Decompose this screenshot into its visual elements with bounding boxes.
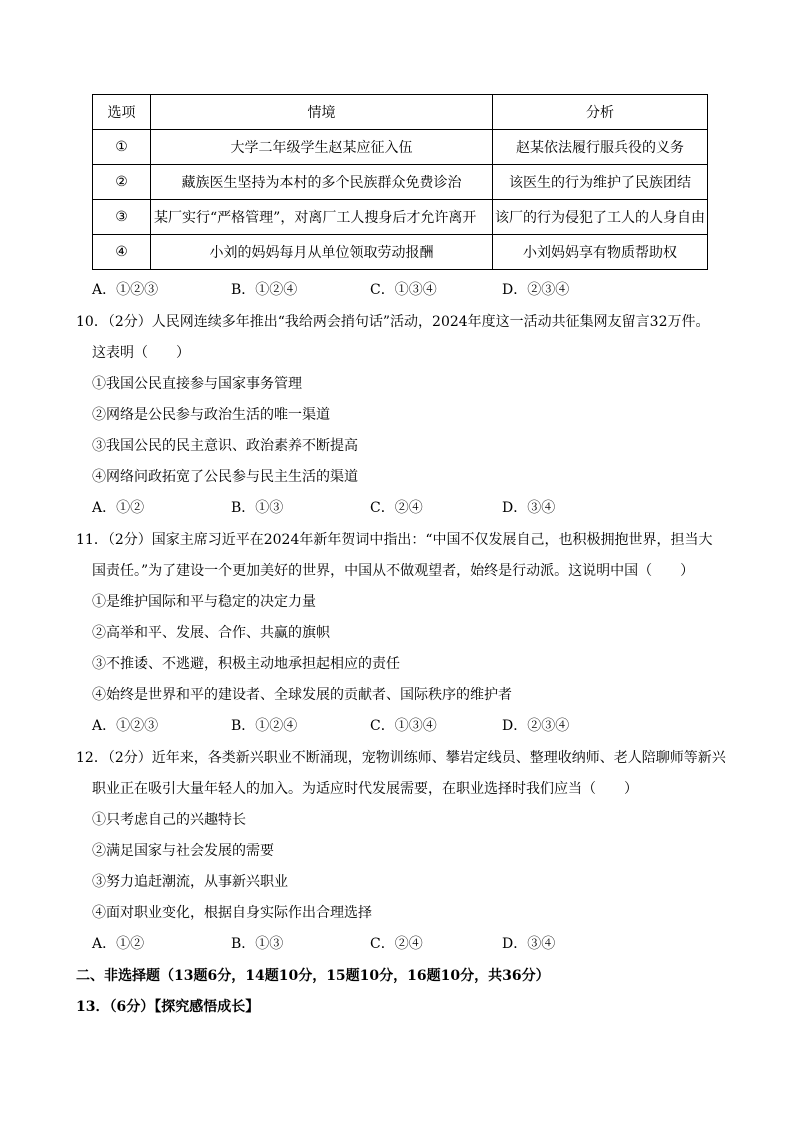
answer-option-a: A．①② [92,936,145,952]
table-cell: 小刘妈妈享有物质帮助权 [493,235,708,270]
table-header-cell: 情境 [151,95,493,130]
answer-option-d: D．②③④ [502,282,570,298]
table-cell: ② [93,165,151,200]
answer-option-a: A．①②③ [92,282,159,298]
table-cell: 赵某依法履行服兵役的义务 [493,130,708,165]
question-12-item: ④面对职业变化，根据自身实际作出合理选择 [92,905,372,921]
answer-option-c: C．①③④ [370,718,437,734]
question-10-item: ③我国公民的民主意识、政治素养不断提高 [92,438,358,454]
table-header-cell: 选项 [93,95,151,130]
question-10-item: ④网络问政拓宽了公民参与民主生活的渠道 [92,469,358,485]
answer-option-c: C．①③④ [370,282,437,298]
question-10-stem: 10．（2分）人民网连续多年推出“我给两会捎句话”活动，2024年度这一活动共征集网友留言32万件。 [76,314,710,330]
question-11-item: ④始终是世界和平的建设者、全球发展的贡献者、国际秩序的维护者 [92,687,512,703]
options-table [92,94,708,270]
answer-option-b: B．①②④ [231,282,298,298]
question-11-item: ③不推诿、不逃避，积极主动地承担起相应的责任 [92,656,400,672]
table-header-row [93,95,708,130]
question-11-stem: 11．（2分）国家主席习近平在2024年新年贺词中指出：“中国不仅发展自己，也积极拥抱世界，担当大 [76,532,713,548]
question-11-stem-cont: 国责任。”为了建设一个更加美好的世界，中国从不做观望者，始终是行动派。这说明中国（ ） [92,563,695,579]
answer-option-b: B．①②④ [231,718,298,734]
question-12-stem-cont: 职业正在吸引大量年轻人的加入。为适应时代发展需要，在职业选择时我们应当（ ） [92,781,638,797]
question-11-item: ①是维护国际和平与稳定的决定力量 [92,594,316,610]
table-cell: 藏族医生坚持为本村的多个民族群众免费诊治 [151,165,493,200]
answer-option-b: B．①③ [231,936,284,952]
question-10-item: ②网络是公民参与政治生活的唯一渠道 [92,407,330,423]
table-cell: 某厂实行“严格管理”，对离厂工人搜身后才允许离开 [151,200,493,235]
answer-option-d: D．②③④ [502,718,570,734]
table-row [93,165,708,200]
answer-option-d: D．③④ [502,936,556,952]
answer-option-a: A．①② [92,500,145,516]
table-cell: ① [93,130,151,165]
table-cell: 大学二年级学生赵某应征入伍 [151,130,493,165]
question-12-item: ③努力追赶潮流，从事新兴职业 [92,874,288,890]
table-cell: ③ [93,200,151,235]
answer-option-b: B．①③ [231,500,284,516]
table-cell: 该医生的行为维护了民族团结 [493,165,708,200]
question-13-stem: 13．（6分）【探究感悟成长】 [76,999,260,1015]
table-cell: 小刘的妈妈每月从单位领取劳动报酬 [151,235,493,270]
question-10-stem-cont: 这表明（ ） [92,345,190,361]
table-header-cell: 分析 [493,95,708,130]
answer-option-a: A．①②③ [92,718,159,734]
answer-option-c: C．②④ [370,936,423,952]
table-row [93,130,708,165]
section-heading: 二、非选择题（13题6分，14题10分，15题10分，16题10分，共36分） [76,968,550,984]
question-12-item: ①只考虑自己的兴趣特长 [92,812,246,828]
table-cell: 该厂的行为侵犯了工人的人身自由 [493,200,708,235]
table-row [93,235,708,270]
answer-option-d: D．③④ [502,500,556,516]
question-12-item: ②满足国家与社会发展的需要 [92,843,274,859]
answer-option-c: C．②④ [370,500,423,516]
table-row [93,200,708,235]
table-cell: ④ [93,235,151,270]
question-12-stem: 12．（2分）近年来，各类新兴职业不断涌现，宠物训练师、攀岩定线员、整理收纳师、老人陪聊师等新兴 [76,750,726,766]
question-11-item: ②高举和平、发展、合作、共赢的旗帜 [92,625,330,641]
question-10-item: ①我国公民直接参与国家事务管理 [92,376,302,392]
